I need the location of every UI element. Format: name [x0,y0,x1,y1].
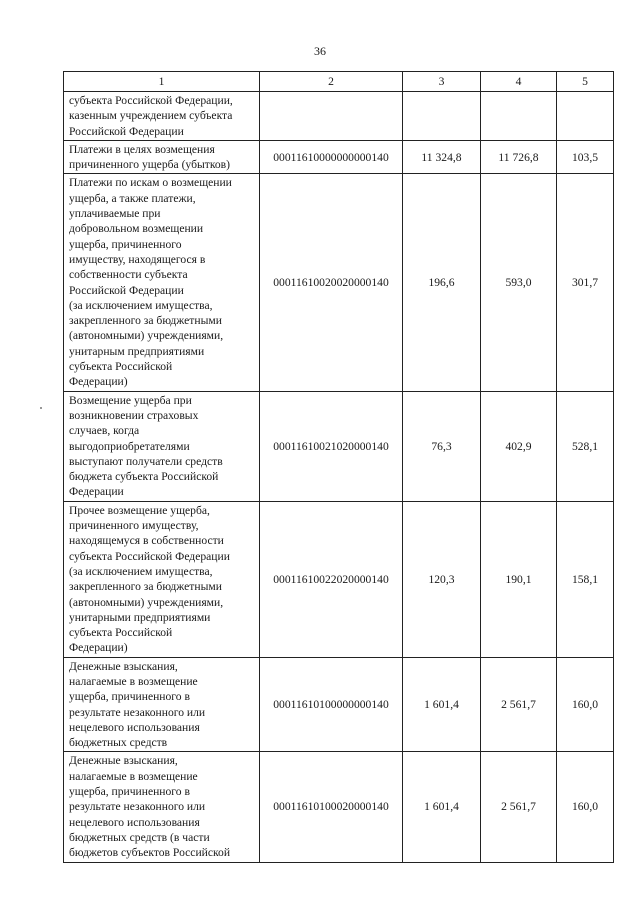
table-header-row [64,72,614,92]
description-line: (за исключением имущества, [69,564,213,578]
table-row [64,752,614,862]
description-line: закрепленного за бюджетными [69,580,222,594]
value-col-3: 76,3 [403,391,481,501]
description-line: Прочее возмещение ущерба, [69,503,210,517]
description-line: (за исключением имущества, [69,298,213,312]
description-line: собственности субъекта [69,268,188,282]
value-col-4: 2 561,7 [481,752,557,862]
scan-speck [40,407,42,409]
description-line: Платежи по искам о возмещении [69,176,232,190]
value-col-4: 11 726,8 [481,140,557,174]
description-line: выступают получатели средств [69,454,223,468]
value-col-5: 160,0 [557,752,614,862]
description-line: унитарными предприятиями [69,610,211,624]
table-row [64,391,614,501]
description-line: Денежные взыскания, [69,754,178,768]
table-body [64,92,614,863]
table-row [64,140,614,174]
row-description [64,657,260,752]
description-line: ущерба, причиненного в [69,785,190,799]
row-description [64,501,260,657]
description-line: бюджетов субъектов Российской [69,846,231,860]
table-row [64,174,614,391]
page-number: 36 [314,44,326,58]
description-line: Платежи в целях возмещения [69,142,215,156]
row-description [64,752,260,862]
description-line: ущерба, а также платежи, [69,191,196,205]
description-line: закрепленного за бюджетными [69,314,222,328]
description-line: имуществу, находящегося в [69,252,206,266]
budget-classification-code: 00011610020020000140 [260,174,403,391]
value-col-5: 160,0 [557,657,614,752]
description-line: Возмещение ущерба при [69,393,192,407]
description-line: бюджетных средств (в части [69,830,210,844]
description-line: Федерации) [69,641,128,655]
value-col-4: 402,9 [481,391,557,501]
value-col-4: 593,0 [481,174,557,391]
description-line: добровольном возмещении [69,222,204,236]
value-col-4: 2 561,7 [481,657,557,752]
description-line: налагаемые в возмещение [69,769,198,783]
description-line: нецелевого использования [69,720,200,734]
description-line: (автономными) учреждениями, [69,595,224,609]
value-col-4 [481,92,557,141]
column-header: 5 [557,72,614,92]
table-row [64,501,614,657]
value-col-5 [557,92,614,141]
column-header: 3 [403,72,481,92]
value-col-5: 528,1 [557,391,614,501]
value-col-4: 190,1 [481,501,557,657]
description-line: Российской Федерации [69,283,184,297]
value-col-5: 103,5 [557,140,614,174]
description-line: результате незаконного или [69,705,206,719]
description-line: причиненного имуществу, [69,519,199,533]
description-line: субъекта Российской Федерации, [69,94,233,107]
description-line: ущерба, причиненного в [69,690,190,704]
table-row [64,657,614,752]
value-col-3: 120,3 [403,501,481,657]
revenue-table [63,71,614,863]
row-description [64,174,260,391]
description-line: Федерации [69,485,124,499]
value-col-3: 1 601,4 [403,657,481,752]
row-description [64,140,260,174]
description-line: выгодоприобретателями [69,439,190,453]
description-line: субъекта Российской [69,626,173,640]
description-line: Российской Федерации [69,124,184,138]
description-line: случаев, когда [69,424,140,438]
budget-classification-code: 00011610100000000140 [260,657,403,752]
description-line: причиненного ущерба (убытков) [69,158,231,172]
description-line: бюджета субъекта Российской [69,470,219,484]
value-col-3: 196,6 [403,174,481,391]
column-header: 1 [64,72,260,92]
row-description [64,92,260,141]
column-header: 4 [481,72,557,92]
description-line: субъекта Российской Федерации [69,549,230,563]
value-col-3: 11 324,8 [403,140,481,174]
description-line: уплачиваемые при [69,207,161,221]
row-description [64,391,260,501]
value-col-5: 158,1 [557,501,614,657]
description-line: находящемуся в собственности [69,534,224,548]
description-line: Денежные взыскания, [69,659,178,673]
description-line: казенным учреждением субъекта [69,109,233,123]
description-line: ущерба, причиненного [69,237,182,251]
value-col-5: 301,7 [557,174,614,391]
description-line: результате незаконного или [69,800,206,814]
budget-classification-code: 00011610100020000140 [260,752,403,862]
value-col-3 [403,92,481,141]
description-line: нецелевого использования [69,815,200,829]
table-row [64,92,614,141]
description-line: Федерации) [69,375,128,389]
description-line: субъекта Российской [69,360,173,374]
column-header: 2 [260,72,403,92]
value-col-3: 1 601,4 [403,752,481,862]
budget-classification-code: 00011610021020000140 [260,391,403,501]
description-line: бюджетных средств [69,736,168,750]
description-line: (автономными) учреждениями, [69,329,224,343]
budget-classification-code: 00011610000000000140 [260,140,403,174]
description-line: налагаемые в возмещение [69,674,198,688]
description-line: возникновении страховых [69,408,199,422]
budget-classification-code [260,92,403,141]
description-line: унитарным предприятиями [69,344,205,358]
budget-classification-code: 00011610022020000140 [260,501,403,657]
